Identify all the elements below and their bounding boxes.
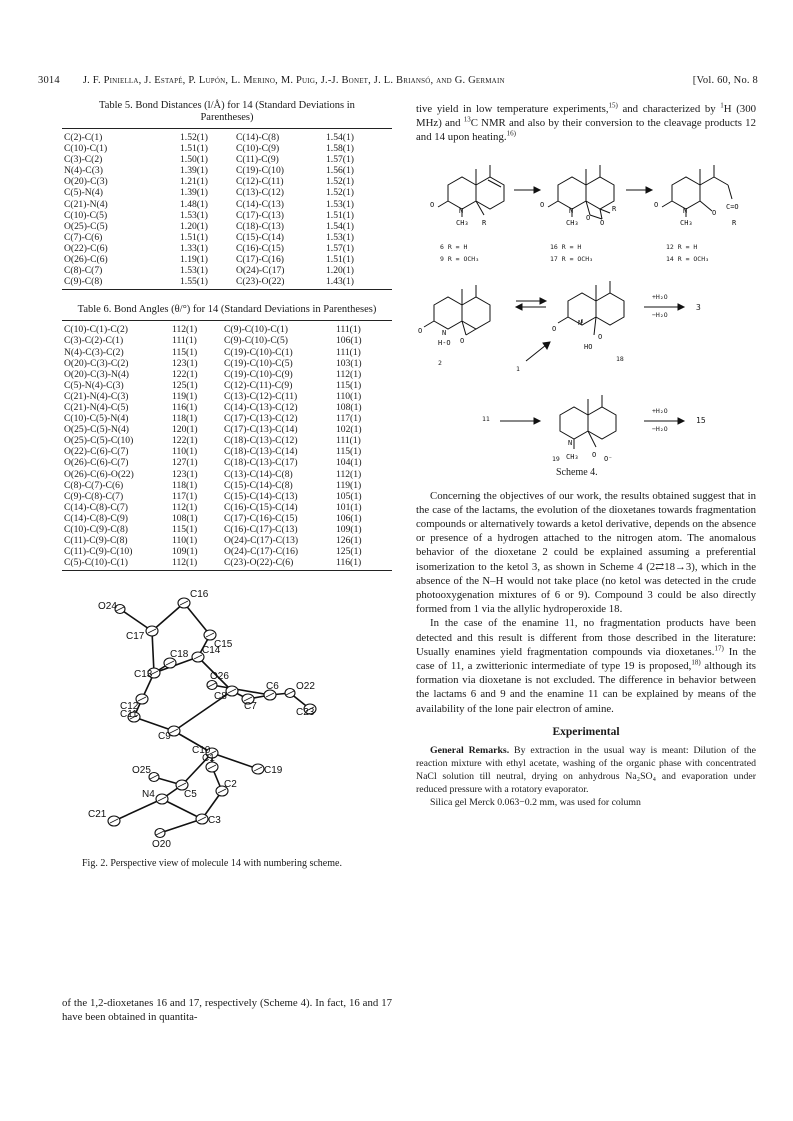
table6-bond-cell: O(24)-C(17)-C(13) bbox=[224, 535, 299, 547]
label-15: 15 bbox=[696, 415, 706, 425]
table6-row bbox=[62, 502, 392, 513]
scheme-row-2-drawing bbox=[416, 275, 756, 373]
svg-text:O: O bbox=[540, 200, 545, 209]
atom-label: C8 bbox=[214, 691, 227, 703]
atom-label: O26 bbox=[210, 671, 229, 683]
table5-bond-cell: C(3)-C(2) bbox=[64, 154, 103, 166]
table6-row bbox=[62, 524, 392, 535]
table5-row bbox=[62, 143, 392, 154]
table5 bbox=[62, 128, 392, 290]
table6-value-cell: 115(1) bbox=[172, 346, 198, 358]
table5-row bbox=[62, 210, 392, 221]
bond-C16-C15 bbox=[184, 603, 210, 635]
table6-bond-cell: C(18)-C(13)-C(17) bbox=[224, 457, 298, 469]
compound-12-14 bbox=[662, 165, 732, 217]
table5-bond-cell: C(16)-C(15) bbox=[236, 242, 284, 254]
table5-bond-cell: C(11)-C(9) bbox=[236, 154, 279, 166]
svg-text:R: R bbox=[482, 218, 487, 227]
table6-bond-cell: C(11)-C(9)-C(10) bbox=[64, 546, 133, 558]
table5-row bbox=[62, 221, 392, 232]
table6-bond-cell: C(17)-C(13)-C(12) bbox=[224, 413, 298, 425]
svg-text:O: O bbox=[552, 324, 557, 333]
table6-value-cell: 112(1) bbox=[336, 468, 362, 480]
table6-row bbox=[62, 491, 392, 502]
table5-row bbox=[62, 187, 392, 198]
table5-row bbox=[62, 254, 392, 265]
table6-bond-cell: C(18)-C(13)-C(12) bbox=[224, 435, 298, 447]
table6-bond-cell: C(14)-C(8)-C(9) bbox=[64, 512, 128, 524]
left-column bbox=[62, 100, 392, 870]
table5-bond-cell: C(9)-C(8) bbox=[62, 276, 178, 290]
table5-value-cell: 1.21(1) bbox=[180, 176, 208, 188]
table5-bond-cell: C(10)-C(1) bbox=[64, 143, 108, 155]
table6-value-cell: 108(1) bbox=[172, 512, 198, 524]
table6-value-cell: 110(1) bbox=[172, 535, 198, 547]
table5-value-cell: 1.19(1) bbox=[180, 254, 208, 266]
table6-value-cell: 123(1) bbox=[172, 357, 198, 369]
table5-bond-cell: C(23)-O(22) bbox=[234, 276, 324, 290]
table5-value-cell: 1.48(1) bbox=[180, 198, 208, 210]
table5-value-cell: 1.54(1) bbox=[326, 132, 354, 143]
label-14: 14 R = OCH₃ bbox=[666, 254, 710, 263]
table5-caption: Table 5. Bond Distances (l/Å) for 14 (Standard Deviations in Parentheses) bbox=[99, 100, 355, 123]
label-11: 11 bbox=[482, 414, 490, 423]
bond-C17-C13 bbox=[152, 631, 154, 673]
table5-bond-cell: O(24)-C(17) bbox=[236, 265, 285, 277]
paragraph-discussion: Concerning the objectives of our work, the results obtained suggest that in the case of the lactams, the evolution of the dioxetanes towards fragmentation compounds or alternatively towards a ketol derivative, depends on the absence or presence of a hydrogen attached to the nitrogen atom. The anomalous behavior of the dioxetane 2 could be explained assuming a preferential isomerization to the ketol 3, as shown in Scheme 4 (2⇄18→3), which in the absence of the N–H would not take place (no ketol was detected in the crude photooxygenation mixtures of 6 or 9). Compound 3 could be also directly formed from 1 via the allylic hydroperoxide 18. bbox=[416, 489, 756, 616]
table6-bond-cell: O(24)-C(17)-C(16) bbox=[224, 546, 299, 558]
paragraph-intro: tive yield in low temperature experiments,$^{15)}$ and characterized by $^1$H (300 MHz) and $^{13}$C NMR and also by their conversion to the cleavage products 12 and 14 upon heating.$^{16)}$ bbox=[416, 101, 756, 144]
table6-value-cell: 104(1) bbox=[336, 457, 362, 469]
table6-row bbox=[62, 446, 392, 457]
table6-bond-cell: C(3)-C(2)-C(1) bbox=[64, 335, 124, 347]
author-line: J. F. Piniella, J. Estapé, P. Lupón, L. Merino, M. Puig, J.-J. Bonet, J. L. Briansó, and G. Germain bbox=[82, 75, 505, 86]
table5-bond-cell: C(2)-C(1) bbox=[64, 132, 103, 143]
table6-row bbox=[62, 457, 392, 468]
table6-value-cell: 110(1) bbox=[172, 446, 198, 458]
label-1: 1 bbox=[516, 364, 520, 373]
table5-value-cell: 1.51(1) bbox=[180, 143, 208, 155]
label-3: 3 bbox=[696, 302, 701, 312]
label-12: 12 R = H bbox=[666, 242, 698, 251]
table5-bond-cell: C(21)-N(4) bbox=[64, 198, 108, 210]
table6-bond-cell: C(9)-C(10)-C(1) bbox=[224, 324, 288, 336]
bond-C10-C19 bbox=[212, 753, 258, 769]
table5-bond-cell: O(25)-C(5) bbox=[64, 220, 108, 232]
table5-value-cell: 1.50(1) bbox=[180, 154, 208, 166]
figure2-drawing bbox=[62, 581, 392, 856]
table6-bond-cell: O(20)-C(3)-N(4) bbox=[64, 368, 130, 380]
atom-label: C15 bbox=[214, 639, 233, 651]
table6-value-cell: 110(1) bbox=[336, 390, 362, 402]
table5-value-cell: 1.53(1) bbox=[180, 209, 208, 221]
atom-label: C16 bbox=[190, 589, 209, 601]
svg-text:HO: HO bbox=[584, 342, 593, 351]
compound-6-9 bbox=[438, 165, 504, 217]
table6-bond-cell: C(11)-C(9)-C(8) bbox=[64, 535, 128, 547]
atom-label: C6 bbox=[266, 681, 279, 693]
table6-bond-cell: C(10)-C(9)-C(8) bbox=[64, 524, 128, 535]
atom-label: C10 bbox=[192, 745, 211, 757]
table6-bond-cell: C(19)-C(10)-C(9) bbox=[224, 368, 293, 380]
table6-value-cell: 103(1) bbox=[336, 357, 362, 369]
table5-value-cell: 1.20(1) bbox=[180, 220, 208, 232]
label-18: 18 bbox=[616, 354, 624, 363]
table6-bond-cell: C(19)-C(10)-C(5) bbox=[224, 357, 293, 369]
table6-row bbox=[62, 424, 392, 435]
table6-bond-cell: C(8)-C(7)-C(6) bbox=[64, 479, 124, 491]
table5-value-cell: 1.52(1) bbox=[326, 187, 354, 199]
table5-bond-cell: C(17)-C(16) bbox=[236, 254, 284, 266]
atom-label: O25 bbox=[132, 765, 151, 777]
table6-row bbox=[62, 358, 392, 369]
table5-value-cell: 1.54(1) bbox=[326, 220, 354, 232]
h2o-minus-b: −H₂O bbox=[652, 424, 668, 433]
table6-value-cell: 117(1) bbox=[336, 413, 362, 425]
table5-bond-cell: C(5)-N(4) bbox=[64, 187, 103, 199]
table6-bond-cell: C(10)-C(5)-N(4) bbox=[64, 413, 129, 425]
table5-value-cell: 1.53(1) bbox=[326, 198, 354, 210]
table6-value-cell: 122(1) bbox=[172, 435, 198, 447]
table6-value-cell: 123(1) bbox=[172, 468, 198, 480]
right-column bbox=[416, 102, 756, 809]
atom-label: O22 bbox=[296, 681, 315, 693]
label-9: 9 R = OCH₃ bbox=[440, 254, 480, 263]
ortep-plot bbox=[62, 581, 392, 856]
scheme-caption: Scheme 4. bbox=[556, 466, 598, 478]
table6-value-cell: 112(1) bbox=[336, 368, 362, 380]
table5-row bbox=[62, 165, 392, 176]
table6-value-cell: 125(1) bbox=[172, 379, 198, 391]
table6-row bbox=[62, 480, 392, 491]
running-header bbox=[38, 75, 758, 86]
atom-label: C14 bbox=[202, 645, 221, 657]
table6-row bbox=[62, 369, 392, 380]
table6-value-cell: 116(1) bbox=[172, 401, 198, 413]
volume-info: [Vol. 60, No. 8 bbox=[692, 75, 758, 86]
table6-value-cell: 115(1) bbox=[336, 446, 362, 458]
atom-label: C18 bbox=[170, 649, 189, 661]
table6-bond-cell: C(15)-C(14)-C(8) bbox=[224, 479, 293, 491]
atom-label: C5 bbox=[184, 789, 197, 801]
atom-label: C11 bbox=[120, 709, 138, 721]
table6-value-cell: 127(1) bbox=[172, 457, 198, 469]
table6-row bbox=[62, 557, 392, 571]
scheme-row-2 bbox=[416, 275, 756, 373]
label-19: 19 bbox=[552, 454, 560, 463]
atom-label: N4 bbox=[142, 789, 155, 801]
table5-value-cell: 1.56(1) bbox=[326, 165, 354, 177]
table6-value-cell: 111(1) bbox=[336, 435, 361, 447]
svg-text:O: O bbox=[654, 200, 659, 209]
table6-caption: Table 6. Bond Angles (θ/°) for 14 (Standard Deviations in Parentheses) bbox=[77, 304, 377, 316]
svg-text:CH₃: CH₃ bbox=[680, 218, 693, 227]
table6-bond-cell: C(14)-C(8)-C(7) bbox=[64, 501, 128, 513]
table5-value-cell: 1.52(1) bbox=[326, 176, 354, 188]
table5-row bbox=[62, 129, 392, 143]
table6-bond-cell: C(21)-N(4)-C(5) bbox=[64, 401, 129, 413]
svg-text:N: N bbox=[442, 328, 447, 337]
table6-bond-cell: C(17)-C(13)-C(14) bbox=[224, 424, 298, 436]
table6-value-cell: 111(1) bbox=[336, 346, 361, 358]
table5-bond-cell: O(22)-C(6) bbox=[64, 242, 108, 254]
table5-value-cell: 1.55(1) bbox=[178, 276, 234, 290]
svg-text:N: N bbox=[459, 206, 464, 215]
table6-bond-cell: C(15)-C(14)-C(13) bbox=[224, 490, 298, 502]
table5-row bbox=[62, 276, 392, 290]
atom-label: C7 bbox=[244, 701, 257, 713]
atom-label: C13 bbox=[134, 669, 153, 681]
table6-bond-cell: C(13)-C(12)-C(11) bbox=[224, 390, 298, 402]
bond-C3-N4 bbox=[162, 799, 202, 819]
silica-text: Silica gel Merck 0.063−0.2 mm, was used for column bbox=[430, 796, 641, 808]
table6-bond-cell: C(14)-C(13)-C(12) bbox=[224, 401, 298, 413]
table5-bond-cell: C(14)-C(13) bbox=[236, 198, 284, 210]
table5-row bbox=[62, 265, 392, 276]
table6-value-cell: 112(1) bbox=[172, 324, 198, 336]
svg-text:O: O bbox=[586, 213, 591, 222]
atom-label: C23 bbox=[296, 707, 315, 719]
table6-value-cell: 111(1) bbox=[172, 335, 197, 347]
table5-value-cell: 1.39(1) bbox=[180, 165, 208, 177]
table6-row bbox=[62, 469, 392, 480]
svg-text:N: N bbox=[683, 206, 688, 215]
table6-value-cell: 119(1) bbox=[336, 479, 362, 491]
table6-value-cell: 118(1) bbox=[172, 413, 198, 425]
bond-N4-C21 bbox=[114, 799, 162, 821]
table6-bond-cell: O(25)-C(5)-C(10) bbox=[64, 435, 134, 447]
atom-label: C3 bbox=[208, 815, 221, 827]
table6-row bbox=[62, 347, 392, 358]
svg-text:O: O bbox=[418, 326, 423, 335]
svg-text:CH₃: CH₃ bbox=[566, 218, 579, 227]
atom-label: C9 bbox=[158, 731, 171, 743]
svg-text:O: O bbox=[460, 336, 465, 345]
table6-value-cell: 106(1) bbox=[336, 512, 362, 524]
h2o-plus-b: +H₂O bbox=[652, 406, 668, 415]
table5-value-cell: 1.20(1) bbox=[326, 265, 354, 277]
table5-bond-cell: O(20)-C(3) bbox=[64, 176, 108, 188]
bond-C16-C17 bbox=[152, 603, 184, 631]
svg-text:N: N bbox=[578, 318, 583, 327]
table6-value-cell: 116(1) bbox=[334, 557, 392, 571]
table6-row bbox=[62, 380, 392, 391]
table6-value-cell: 112(1) bbox=[170, 557, 222, 571]
table5-value-cell: 1.33(1) bbox=[180, 242, 208, 254]
table5-value-cell: 1.43(1) bbox=[324, 276, 392, 290]
table5-row bbox=[62, 243, 392, 254]
table6-value-cell: 126(1) bbox=[336, 535, 362, 547]
paragraph-enamine: In the case of the enamine 11, no fragmentation products have been detected and this result is different from those described in the literature: Usually enamines yield fragmentation compounds via dioxetanes.$^{17)}$ In the case of 11, a zwitterionic intermediate of type 19 is proposed,$^{18)}$ although its formation via dioxetane is not excluded. The difference in behavior between the lactams 6 and 9 and the enamine 11 can be explained by means of the availability of the lone pair electron of amine. bbox=[416, 617, 756, 715]
table6-value-cell: 112(1) bbox=[172, 501, 198, 513]
svg-text:N: N bbox=[569, 206, 574, 215]
table6-row bbox=[62, 391, 392, 402]
table6-row bbox=[62, 546, 392, 557]
table6-row bbox=[62, 435, 392, 446]
table5-bond-cell: C(12)-C(11) bbox=[236, 176, 284, 188]
atom-label: C12 bbox=[120, 701, 139, 713]
table6-row bbox=[62, 513, 392, 524]
section-experimental: Experimental bbox=[552, 725, 620, 738]
svg-text:O: O bbox=[600, 218, 605, 227]
table6-bond-cell: C(12)-C(11)-C(9) bbox=[224, 379, 293, 391]
table6-bond-cell: C(19)-C(10)-C(1) bbox=[224, 346, 293, 358]
svg-text:O⁻: O⁻ bbox=[604, 454, 613, 463]
svg-text:R: R bbox=[612, 204, 617, 213]
table6-row bbox=[62, 321, 392, 335]
svg-text:N: N bbox=[568, 438, 573, 447]
table5-value-cell: 1.53(1) bbox=[180, 265, 208, 277]
table6-bond-cell: C(16)-C(15)-C(14) bbox=[224, 501, 298, 513]
atom-label: C21 bbox=[88, 809, 107, 821]
label-2: 2 bbox=[438, 358, 442, 367]
table5-value-cell: 1.51(1) bbox=[326, 209, 354, 221]
table5-value-cell: 1.51(1) bbox=[326, 254, 354, 266]
table6 bbox=[62, 320, 392, 571]
table6-value-cell: 122(1) bbox=[172, 368, 198, 380]
label-16: 16 R = H bbox=[550, 242, 582, 251]
table6-row bbox=[62, 402, 392, 413]
table6-row bbox=[62, 335, 392, 346]
svg-text:C=O: C=O bbox=[726, 202, 739, 211]
atom-label: O24 bbox=[98, 601, 117, 613]
table5-bond-cell: C(15)-C(14) bbox=[236, 231, 284, 243]
compound-16-17 bbox=[548, 165, 614, 219]
general-remarks: General Remarks. By extraction in the usual way is meant: Dilution of the reaction mixture with ethyl acetate, washing of the organic phase with concentrated NaCl solution till neutral, drying on anhydrous Na₂SO₄ and evaporation under reduced pressure with a rotatory evaporator. bbox=[416, 744, 756, 795]
table6-bond-cell: C(18)-C(13)-C(14) bbox=[224, 446, 298, 458]
table5-value-cell: 1.52(1) bbox=[180, 132, 208, 143]
table5-value-cell: 1.57(1) bbox=[326, 242, 354, 254]
svg-text:CH₃: CH₃ bbox=[566, 452, 579, 461]
atom-label: O20 bbox=[152, 839, 171, 851]
atom-label: C1 bbox=[202, 753, 215, 765]
table5-bond-cell: N(4)-C(3) bbox=[64, 165, 103, 177]
table6-bond-cell: O(25)-C(5)-N(4) bbox=[64, 424, 130, 436]
table5-value-cell: 1.58(1) bbox=[326, 143, 354, 155]
table6-bond-cell: C(9)-C(10)-C(5) bbox=[224, 335, 288, 347]
table6-bond-cell: C(5)-C(10)-C(1) bbox=[62, 557, 170, 571]
table6-value-cell: 101(1) bbox=[336, 501, 362, 513]
table6-bond-cell: C(23)-O(22)-C(6) bbox=[222, 557, 334, 571]
scheme-row-3 bbox=[416, 385, 756, 481]
table6-bond-cell: C(21)-N(4)-C(3) bbox=[64, 390, 129, 402]
table6-bond-cell: O(20)-C(3)-C(2) bbox=[64, 357, 129, 369]
table6-bond-cell: C(17)-C(16)-C(15) bbox=[224, 512, 298, 524]
table6-value-cell: 109(1) bbox=[172, 546, 198, 558]
table5-row bbox=[62, 154, 392, 165]
table6-row bbox=[62, 535, 392, 546]
svg-text:R: R bbox=[732, 218, 737, 227]
table5-bond-cell: C(10)-C(9) bbox=[236, 143, 280, 155]
svg-text:O: O bbox=[430, 200, 435, 209]
figure2-caption: Fig. 2. Perspective view of molecule 14 with numbering scheme. bbox=[82, 858, 342, 870]
table5-row bbox=[62, 176, 392, 187]
h2o-plus-a: +H₂O bbox=[652, 292, 668, 301]
table5-bond-cell: C(7)-C(6) bbox=[64, 231, 103, 243]
table5-row bbox=[62, 199, 392, 210]
table6-value-cell: 105(1) bbox=[336, 490, 362, 502]
table5-bond-cell: C(17)-C(13) bbox=[236, 209, 284, 221]
left-bottom-text: of the 1,2-dioxetanes 16 and 17, respectively (Scheme 4). In fact, 16 and 17 have been obtained in quantita- bbox=[62, 997, 392, 1023]
table6-value-cell: 115(1) bbox=[336, 379, 362, 391]
table5-row bbox=[62, 232, 392, 243]
atom-label: C2 bbox=[224, 779, 237, 791]
table6-bond-cell: N(4)-C(3)-C(2) bbox=[64, 346, 124, 358]
page-number: 3014 bbox=[38, 75, 60, 86]
table6-value-cell: 115(1) bbox=[172, 524, 198, 535]
scheme-row-1 bbox=[416, 145, 756, 263]
table6-value-cell: 117(1) bbox=[172, 490, 198, 502]
atom-label: C19 bbox=[264, 765, 283, 777]
svg-text:CH₃: CH₃ bbox=[456, 218, 469, 227]
label-6: 6 R = H bbox=[440, 242, 468, 251]
table6-value-cell: 120(1) bbox=[172, 424, 198, 436]
table6-bond-cell: C(9)-C(8)-C(7) bbox=[64, 490, 124, 502]
table6-value-cell: 108(1) bbox=[336, 401, 362, 413]
table6-bond-cell: O(22)-C(6)-C(7) bbox=[64, 446, 129, 458]
table5-value-cell: 1.57(1) bbox=[326, 154, 354, 166]
table6-value-cell: 119(1) bbox=[172, 390, 198, 402]
table6-value-cell: 106(1) bbox=[336, 335, 362, 347]
table6-bond-cell: C(10)-C(1)-C(2) bbox=[64, 324, 128, 336]
table6-value-cell: 109(1) bbox=[336, 524, 362, 535]
svg-text:O: O bbox=[592, 450, 597, 459]
table6-value-cell: 125(1) bbox=[336, 546, 362, 558]
table5-value-cell: 1.39(1) bbox=[180, 187, 208, 199]
table5-bond-cell: O(26)-C(6) bbox=[64, 254, 108, 266]
table6-bond-cell: C(16)-C(17)-C(13) bbox=[224, 524, 298, 535]
table5-bond-cell: C(14)-C(8) bbox=[236, 132, 280, 143]
table5-value-cell: 1.53(1) bbox=[326, 231, 354, 243]
table5-bond-cell: C(8)-C(7) bbox=[64, 265, 103, 277]
table6-value-cell: 118(1) bbox=[172, 479, 198, 491]
table5-bond-cell: C(10)-C(5) bbox=[64, 209, 108, 221]
table6-row bbox=[62, 413, 392, 424]
table5-bond-cell: C(19)-C(10) bbox=[236, 165, 284, 177]
h2o-minus-a: −H₂O bbox=[652, 310, 668, 319]
table5-bond-cell: C(18)-C(13) bbox=[236, 220, 284, 232]
label-17: 17 R = OCH₃ bbox=[550, 254, 594, 263]
table6-value-cell: 102(1) bbox=[336, 424, 362, 436]
table6-bond-cell: C(13)-C(14)-C(8) bbox=[224, 468, 293, 480]
table5-bond-cell: C(13)-C(12) bbox=[236, 187, 284, 199]
svg-text:O: O bbox=[598, 332, 603, 341]
table6-bond-cell: C(5)-N(4)-C(3) bbox=[64, 379, 124, 391]
svg-text:H-O: H-O bbox=[438, 338, 451, 347]
table5-value-cell: 1.51(1) bbox=[180, 231, 208, 243]
table6-value-cell: 111(1) bbox=[336, 324, 361, 336]
svg-text:O: O bbox=[712, 208, 717, 217]
atom-label: C17 bbox=[126, 631, 145, 643]
table6-bond-cell: O(26)-C(6)-C(7) bbox=[64, 457, 129, 469]
table6-bond-cell: O(26)-C(6)-O(22) bbox=[64, 468, 134, 480]
bond-C3-O20 bbox=[160, 819, 202, 833]
